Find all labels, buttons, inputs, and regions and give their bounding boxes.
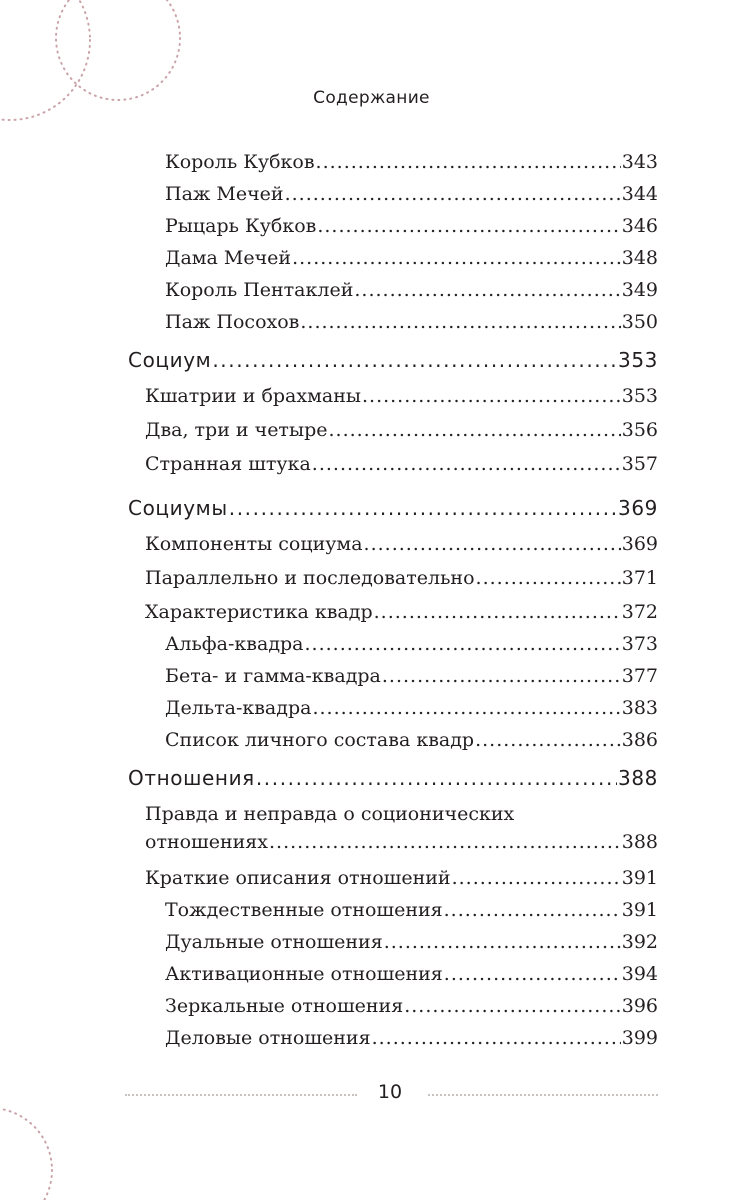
leader-dots: [229, 496, 617, 520]
toc-entry-title: Дама Мечей: [165, 247, 292, 269]
running-header: Содержание: [313, 88, 430, 108]
leader-dots: [362, 384, 621, 408]
toc-entry-page: 371: [621, 567, 658, 589]
toc-entry-page: 346: [621, 215, 658, 237]
toc-entry[interactable]: [145, 418, 658, 442]
leader-dots: [312, 452, 621, 476]
toc-section-entry[interactable]: [128, 348, 658, 372]
leader-dots: [452, 866, 621, 890]
toc-entry-title: Кшатрии и брахманы: [145, 385, 361, 407]
toc-entry[interactable]: [145, 566, 658, 590]
footer-divider-left: [125, 1094, 357, 1096]
toc-entry-page: 392: [621, 931, 658, 953]
toc-entry-page: 399: [621, 1027, 658, 1049]
toc-entry-page: 356: [621, 419, 658, 441]
toc-entry-page: 348: [621, 247, 658, 269]
toc-section-entry[interactable]: [128, 766, 658, 790]
toc-entry[interactable]: [165, 632, 658, 656]
leader-dots: [316, 150, 621, 174]
leader-dots: [364, 532, 621, 556]
toc-entry-page: 344: [621, 183, 658, 205]
toc-entry-title: Деловые отношения: [165, 1027, 371, 1049]
toc-entry-title: Список личного состава квадр: [165, 729, 475, 751]
leader-dots: [212, 348, 617, 372]
toc-entry-page: 391: [621, 867, 658, 889]
toc-entry[interactable]: [165, 664, 658, 688]
toc-section-title: Отношения: [128, 766, 255, 790]
toc-entry-title: Дуальные отношения: [165, 931, 383, 953]
toc-entry-page: 383: [621, 697, 658, 719]
toc-entry-page: 394: [621, 963, 658, 985]
leader-dots: [292, 246, 621, 270]
toc-entry-page: 388: [621, 831, 658, 853]
toc-entry-title: Рыцарь Кубков: [165, 215, 317, 237]
toc-entry-title: Два, три и четыре: [145, 419, 328, 441]
toc-entry-page: 350: [621, 311, 658, 333]
leader-dots: [404, 994, 621, 1018]
toc-entry-page: 377: [621, 665, 658, 687]
toc-entry[interactable]: [145, 452, 658, 476]
toc-entry-page: 372: [621, 601, 658, 623]
toc-entry[interactable]: [145, 866, 658, 890]
decorative-circles-top: [0, 0, 200, 130]
leader-dots: [269, 830, 621, 854]
toc-entry-page: 391: [621, 899, 658, 921]
toc-entry[interactable]: [165, 214, 658, 238]
leader-dots: [285, 182, 621, 206]
page-number: 10: [377, 1081, 403, 1103]
toc-entry[interactable]: [165, 278, 658, 302]
leader-dots: [374, 600, 621, 624]
toc-entry-title: отношениях: [145, 831, 268, 853]
toc-entry-title: Активационные отношения: [165, 963, 443, 985]
toc-entry-title: Дельта-квадра: [165, 697, 312, 719]
toc-entry-page: 369: [621, 533, 658, 555]
toc-entry[interactable]: [145, 830, 658, 854]
toc-entry-title: Компоненты социума: [145, 533, 363, 555]
toc-entry-title: Зеркальные отношения: [165, 995, 404, 1017]
toc-entry-page: 386: [621, 729, 658, 751]
toc-entry[interactable]: [145, 384, 658, 408]
toc-entry[interactable]: [165, 182, 658, 206]
leader-dots: [312, 696, 620, 720]
toc-entry-title: Король Пентаклей: [165, 279, 354, 301]
toc-entry[interactable]: [165, 962, 658, 986]
toc-entry-page: 353: [621, 385, 658, 407]
leader-dots: [317, 214, 620, 238]
footer-divider-right: [428, 1094, 658, 1096]
leader-dots: [476, 566, 621, 590]
toc-entry-title: Паж Посохов: [165, 311, 300, 333]
toc-entry-title: Бета- и гамма-квадра: [165, 665, 381, 687]
toc-entry-title: Альфа-квадра: [165, 633, 304, 655]
toc-entry[interactable]: [165, 898, 658, 922]
leader-dots: [328, 418, 620, 442]
toc-entry[interactable]: [165, 246, 658, 270]
toc-entry[interactable]: [145, 600, 658, 624]
toc-entry-title: Характеристика квадр: [145, 601, 373, 623]
toc-entry-title: Странная штука: [145, 453, 311, 475]
leader-dots: [475, 728, 621, 752]
leader-dots: [384, 930, 621, 954]
toc-entry-title: Краткие описания отношений: [145, 867, 451, 889]
toc-entry[interactable]: [165, 310, 658, 334]
toc-section-title: Социумы: [128, 496, 228, 520]
toc-entry-title: Параллельно и последовательно: [145, 567, 475, 589]
leader-dots: [256, 766, 617, 790]
toc-section-page: 388: [618, 766, 658, 790]
toc-entry-page: 349: [621, 279, 658, 301]
leader-dots: [305, 632, 621, 656]
toc-entry-title: Паж Мечей: [165, 183, 284, 205]
leader-dots: [444, 962, 621, 986]
toc-section-entry[interactable]: [128, 496, 658, 520]
toc-entry[interactable]: [165, 696, 658, 720]
toc-entry[interactable]: [165, 930, 658, 954]
toc-section-page: 353: [618, 348, 658, 372]
leader-dots: [444, 898, 621, 922]
toc-entry-page: 357: [621, 453, 658, 475]
toc-section-page: 369: [618, 496, 658, 520]
toc-entry-page: 373: [621, 633, 658, 655]
toc-entry-page: 343: [621, 151, 658, 173]
toc-entry-title-first-line[interactable]: Правда и неправда о соционических: [145, 803, 515, 825]
toc-entry-title: Король Кубков: [165, 151, 315, 173]
decorative-circle-bottom: [0, 1080, 80, 1200]
leader-dots: [300, 310, 620, 334]
toc-entry[interactable]: [145, 532, 658, 556]
toc-section-title: Социум: [128, 348, 212, 372]
toc-entry-page: 396: [621, 995, 658, 1017]
toc-entry-title: Тождественные отношения: [165, 899, 443, 921]
toc-entry[interactable]: [165, 728, 658, 752]
leader-dots: [372, 1026, 621, 1050]
toc-entry[interactable]: [165, 994, 658, 1018]
leader-dots: [382, 664, 621, 688]
toc-entry[interactable]: [165, 1026, 658, 1050]
leader-dots: [354, 278, 620, 302]
toc-entry[interactable]: [165, 150, 658, 174]
